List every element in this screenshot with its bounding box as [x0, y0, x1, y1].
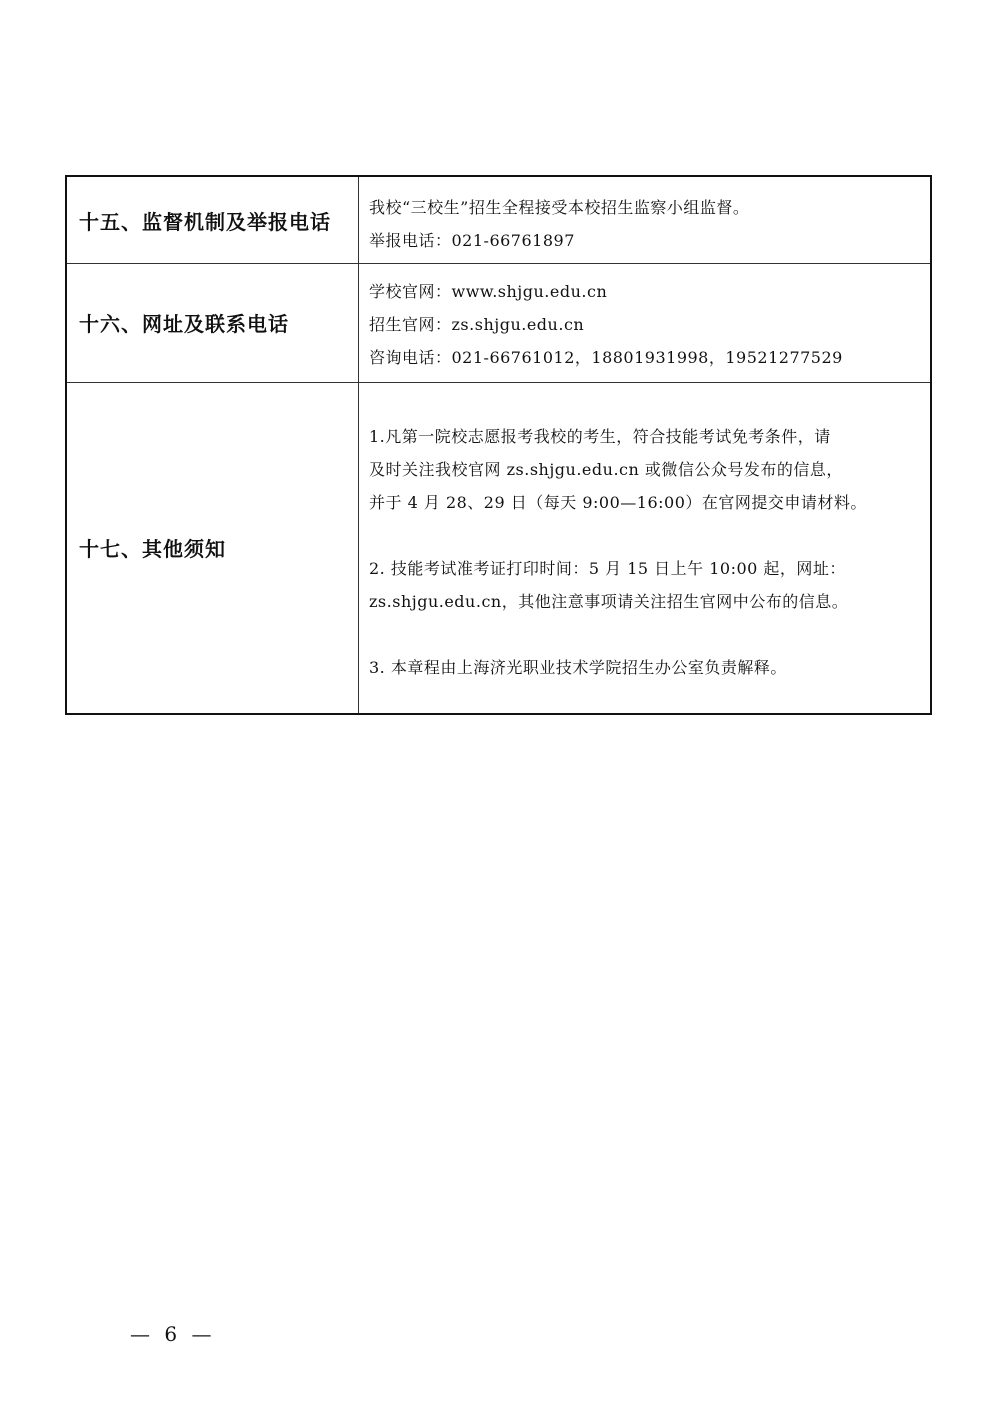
- info-table: [65, 175, 932, 715]
- table-row-notes: [67, 382, 930, 713]
- note-line: 3. 本章程由上海济光职业技术学院招生办公室负责解释。: [369, 658, 787, 677]
- note-line: zs.shjgu.edu.cn，其他注意事项请关注招生官网中公布的信息。: [369, 592, 849, 611]
- content-line: 学校官网：www.shjgu.edu.cn: [369, 282, 608, 301]
- note-line: 并于 4 月 28、29 日（每天 9:00—16:00）在官网提交申请材料。: [369, 493, 867, 512]
- row-heading: 十六、网址及联系电话: [67, 263, 359, 382]
- row-content: [359, 263, 930, 382]
- row-heading: 十五、监督机制及举报电话: [67, 177, 359, 263]
- row-content: [359, 382, 930, 713]
- row-content: [359, 177, 930, 263]
- content-line: 招生官网：zs.shjgu.edu.cn: [369, 315, 585, 334]
- table-row-supervision: [67, 177, 930, 264]
- note-line: 1.凡第一院校志愿报考我校的考生，符合技能考试免考条件，请: [369, 427, 831, 446]
- page-number: — 6 —: [130, 1322, 216, 1346]
- row-heading: 十七、其他须知: [67, 382, 359, 713]
- content-line: 举报电话：021-66761897: [369, 231, 575, 250]
- note-line: 2. 技能考试准考证打印时间：5 月 15 日上午 10:00 起，网址：: [369, 559, 846, 578]
- content-line: 我校“三校生”招生全程接受本校招生监察小组监督。: [369, 198, 750, 217]
- note-line: 及时关注我校官网 zs.shjgu.edu.cn 或微信公众号发布的信息，: [369, 460, 843, 479]
- table-row-contact: [67, 263, 930, 383]
- content-line: 咨询电话：021-66761012，18801931998，19521277529: [369, 348, 843, 367]
